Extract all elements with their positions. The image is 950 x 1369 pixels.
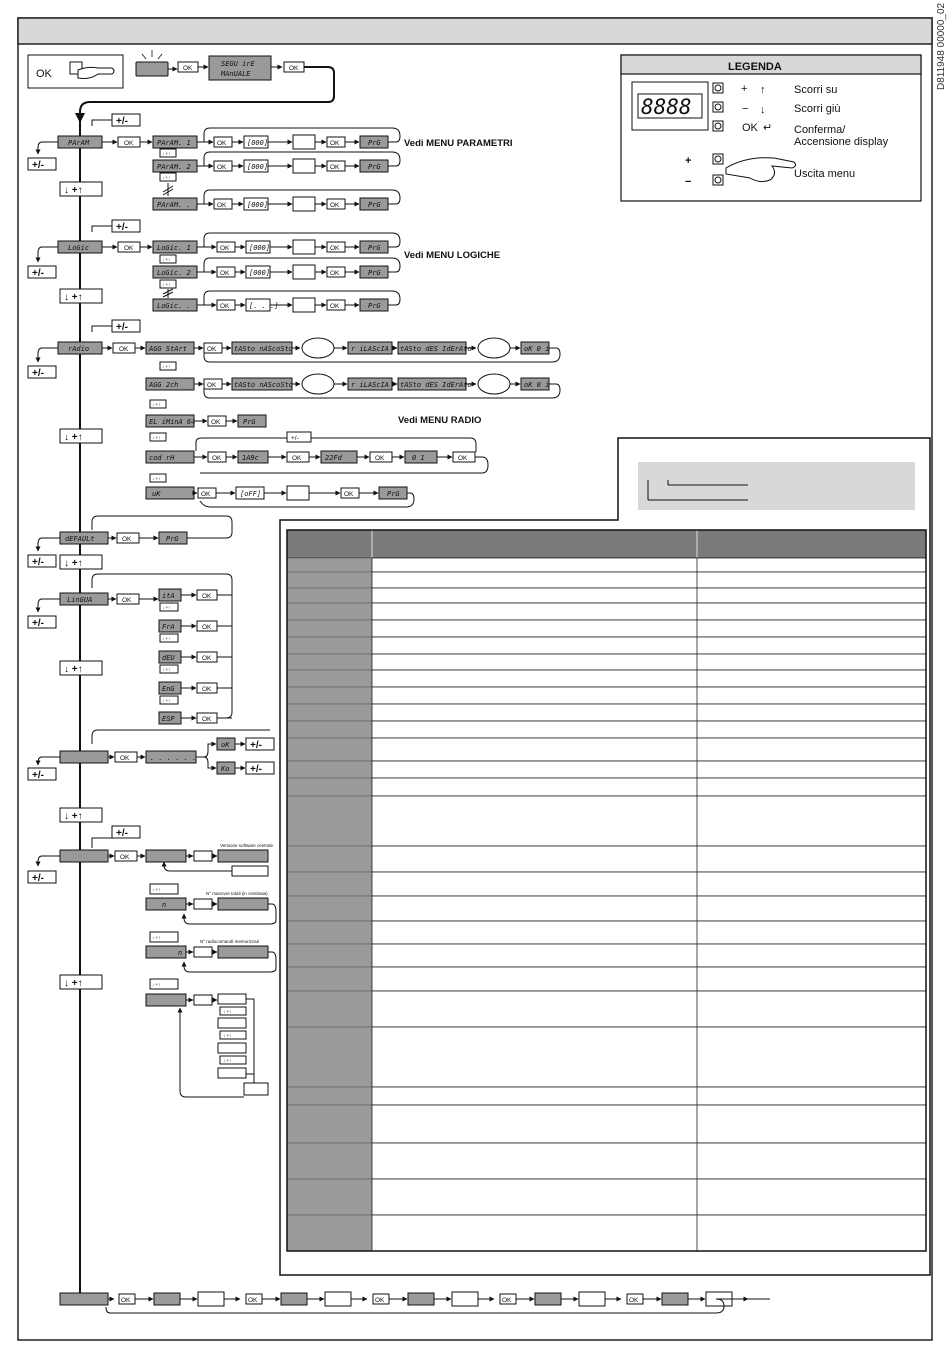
svg-text:PrG: PrG [243,418,256,426]
menu-param-name: PArAM [68,139,90,147]
svg-text:↓ +↑: ↓ +↑ [223,1009,232,1014]
svg-text:OK: OK [211,419,221,426]
svg-text:Versione software centrale: Versione software centrale [220,843,274,848]
svg-text:OK: OK [629,1297,639,1304]
table-row [287,738,926,761]
legend-display-digits: 8888 [641,95,692,119]
svg-text:OK: OK [330,202,340,209]
table-row [287,778,926,796]
table-row [287,687,926,704]
svg-text:↓ +↑: ↓ +↑ [223,1033,232,1038]
table-row [287,846,926,872]
svg-text:OK: OK [212,455,222,462]
arrow-up-icon: ↑ [760,84,766,96]
table-row [287,872,926,896]
table-row [287,637,926,654]
svg-text:↓ +↑: ↓ +↑ [223,1058,232,1063]
menu-auto-box[interactable] [60,751,108,763]
table-row [287,967,926,991]
svg-text:LoGic. 2: LoGic. 2 [157,269,191,277]
table-row [287,921,926,944]
svg-text:OK: OK [201,491,211,498]
blink-icon [142,50,162,59]
svg-text:LoGic: LoGic [68,244,90,252]
table-row [287,620,926,637]
svg-text:+/-: +/- [250,740,262,751]
svg-text:OK: OK [207,346,217,353]
svg-text:OK: OK [375,455,385,462]
svg-text:OK: OK [330,140,340,147]
table-row [287,704,926,721]
svg-text:n: n [162,901,167,909]
table-row [287,944,926,967]
enter-icon: ↵ [763,122,773,134]
lingua-label: ESP [162,715,175,723]
svg-text:1A9c: 1A9c [242,454,259,462]
svg-text:OK: OK [742,122,758,134]
svg-text:[000]: [000] [247,163,269,171]
svg-text:↓ +↑: ↓ +↑ [64,811,83,822]
menu-default [28,516,232,569]
svg-text:AGG StArt: AGG StArt [149,345,187,353]
svg-text:+/-: +/- [32,618,44,629]
svg-text:PrG: PrG [368,302,381,310]
menu-stats [28,826,276,1097]
svg-text:+: + [685,155,692,167]
menu-auto [28,730,274,822]
svg-text:OK: OK [330,270,340,277]
legend [621,55,921,201]
svg-text:+/-: +/- [32,873,44,884]
svg-text:OK: OK [124,245,134,252]
lingua-item-deu[interactable] [159,651,232,673]
lingua-list [159,589,232,724]
lingua-label: EnG [162,685,175,693]
menu-stats-box[interactable] [60,850,108,862]
svg-text:. . . . . .: . . . . . . [150,754,197,762]
svg-text:↓ +↑: ↓ +↑ [162,175,171,180]
svg-text:oK 0 i: oK 0 i [524,381,550,389]
svg-text:OK: OK [217,164,227,171]
start-row [28,50,334,122]
svg-text:↓ +↑: ↓ +↑ [64,432,83,443]
svg-text:22Fd: 22Fd [325,454,342,462]
svg-text:SEGU irE: SEGU irE [221,60,255,68]
svg-text:+/-: +/- [32,368,44,379]
svg-text:↓ +↑: ↓ +↑ [152,935,161,940]
svg-text:[000]: [000] [249,269,271,277]
table-row [287,761,926,778]
svg-text:LoGic. 1: LoGic. 1 [157,244,191,252]
svg-text:OK: OK [207,382,217,389]
legend-up: Scorri su [794,84,838,96]
svg-text:Ko: Ko [221,765,230,773]
table-row [287,1215,926,1251]
svg-text:rAdio: rAdio [68,345,90,353]
lingua-label: itA [162,592,175,600]
svg-text:[oFF]: [oFF] [240,490,262,498]
svg-text:tASto nAScoSto: tASto nAScoSto [234,345,294,353]
svg-text:OK: OK [122,536,132,543]
svg-text:↓ +↑: ↓ +↑ [64,292,83,303]
table-row [287,588,926,603]
remote-icon [478,338,510,358]
svg-text:PrG: PrG [387,490,400,498]
svg-text:OK: OK [122,597,132,604]
svg-text:+: + [741,83,748,95]
svg-text:OK: OK [220,245,230,252]
svg-text:PArAM. . .: PArAM. . . [157,201,200,209]
svg-text:↓ +↑: ↓ +↑ [162,636,171,641]
display-blink [136,62,168,76]
svg-text:oK 0 i: oK 0 i [524,345,550,353]
svg-text:OK: OK [458,455,468,462]
lingua-label: FrA [162,623,175,631]
param-item-nav [160,149,176,196]
table-row [287,1087,926,1105]
svg-text:tASto nAScoSto: tASto nAScoSto [234,381,294,389]
param-caption: Vedi MENU PARAMETRI [404,138,513,149]
arrow-down-icon: ↓ [760,104,766,116]
menu-param-nav: ↓ +↑ [64,185,83,196]
bottom-row [60,1292,770,1313]
svg-text:OK: OK [248,1297,258,1304]
svg-text:PrG: PrG [166,535,179,543]
svg-text:OK: OK [375,1297,385,1304]
svg-text:N° manovre totali (in centinai: N° manovre totali (in centinaia) [206,891,268,896]
svg-text:↓ +↑: ↓ +↑ [152,402,161,407]
svg-text:OK: OK [202,655,212,662]
svg-text:↓ +↑: ↓ +↑ [152,982,161,987]
table-row [287,1143,926,1179]
svg-text:OK: OK [202,686,212,693]
svg-text:↓ +↑: ↓ +↑ [162,364,171,369]
svg-text:OK: OK [217,140,227,147]
svg-text:+/-: +/- [116,828,128,839]
svg-text:OK: OK [292,455,302,462]
svg-text:↓ +↑: ↓ +↑ [64,664,83,675]
svg-text:OK: OK [120,854,130,861]
svg-text:+/-: +/- [291,435,299,442]
svg-text:↓ +↑: ↓ +↑ [152,435,161,440]
start-ok-label: OK [36,68,52,80]
svg-text:uK: uK [152,490,161,498]
legend-title: LEGENDA [728,61,782,73]
svg-text:↓ +↑: ↓ +↑ [64,558,83,569]
svg-text:N° radiocomandi memorizzati: N° radiocomandi memorizzati [200,939,259,944]
svg-text:PrG: PrG [368,139,381,147]
remote-hand-icon [302,338,334,358]
svg-text:n: n [178,949,183,957]
header-bar [18,18,932,44]
svg-text:OK: OK [330,164,340,171]
menu-radio [28,320,560,507]
svg-text:oK: oK [221,741,230,749]
table-row [287,558,926,572]
svg-text:+/-: +/- [116,222,128,233]
svg-text:OK: OK [502,1297,512,1304]
svg-text:OK: OK [220,270,230,277]
svg-text:OK: OK [202,624,212,631]
svg-text:[000]: [000] [247,201,269,209]
svg-text:OK: OK [121,1297,131,1304]
svg-text:+/-: +/- [32,770,44,781]
svg-text:↓ +↑: ↓ +↑ [162,605,171,610]
logic-caption: Vedi MENU LOGICHE [404,250,501,261]
table-row [287,1027,926,1087]
lingua-item-eng[interactable] [159,682,232,704]
legend-exit: Uscita menu [794,168,856,180]
svg-text:OK: OK [344,491,354,498]
svg-text:PArAM. 1: PArAM. 1 [157,139,191,147]
svg-text:−: − [742,103,749,115]
svg-text:r iLAScIA: r iLAScIA [351,345,389,353]
svg-text:[000]: [000] [247,139,269,147]
svg-text:OK: OK [119,346,129,353]
svg-text:↓ +↑: ↓ +↑ [162,151,171,156]
doc-code: D811948 00000_02 [936,2,947,90]
svg-text:PArAM. 2: PArAM. 2 [157,163,191,171]
svg-text:↓ +↑: ↓ +↑ [162,282,171,287]
table-row [287,1105,926,1143]
table-row [287,1179,926,1215]
svg-text:OK: OK [330,245,340,252]
svg-text:AGG 2ch: AGG 2ch [149,381,179,389]
svg-text:+/-: +/- [116,116,128,127]
svg-text:OK: OK [202,716,212,723]
param-item-n[interactable] [153,198,199,210]
svg-text:OK: OK [120,755,130,762]
svg-text:+/-: +/- [32,268,44,279]
svg-text:OK: OK [289,65,299,72]
param-item-1[interactable] [153,136,197,148]
svg-text:+/-: +/- [116,322,128,333]
svg-text:OK: OK [183,65,193,72]
svg-text:PrG: PrG [368,269,381,277]
table-row [287,796,926,846]
svg-text:MAnUALE: MAnUALE [221,70,251,78]
legend-confirm-2: Accensione display [794,136,889,148]
svg-text:PrG: PrG [368,244,381,252]
menu-logic [28,220,500,312]
legend-down: Scorri giù [794,103,841,115]
svg-text:OK: OK [124,140,134,147]
legend-confirm-1: Conferma/ [794,124,846,136]
table-row [287,896,926,921]
svg-text:[000]: [000] [249,244,271,252]
svg-text:OK: OK [330,303,340,310]
svg-text:[. . .]: [. . .] [249,302,279,310]
svg-text:OK: OK [202,593,212,600]
lingua-item-fra[interactable] [159,620,232,642]
table-row [287,603,926,620]
data-table [287,530,926,1251]
table-row [287,654,926,670]
menu-param [28,114,513,211]
svg-text:r iLAScIA: r iLAScIA [351,381,389,389]
svg-text:0 1: 0 1 [412,454,425,462]
svg-text:+/-: +/- [32,557,44,568]
svg-text:tASto dES IdErAto: tASto dES IdErAto [400,381,472,389]
lingua-item-ita[interactable] [159,589,232,611]
svg-text:↓ +↑: ↓ +↑ [64,978,83,989]
svg-text:↓ +↑: ↓ +↑ [162,667,171,672]
svg-text:OK: OK [220,303,230,310]
svg-text:+/-: +/- [32,160,44,171]
svg-text:LoGic. . .: LoGic. . . [157,302,200,310]
param-item-2[interactable] [153,160,197,172]
table-row [287,991,926,1027]
svg-text:EL iMinA 64: EL iMinA 64 [149,418,196,426]
table-row [287,670,926,687]
svg-text:cod rH: cod rH [149,454,175,462]
svg-text:+/-: +/- [250,764,262,775]
svg-text:tASto dES IdErAto: tASto dES IdErAto [400,345,472,353]
radio-caption: Vedi MENU RADIO [398,415,482,426]
svg-text:↓ +↑: ↓ +↑ [152,887,161,892]
svg-text:OK: OK [217,202,227,209]
lingua-item-esp[interactable] [159,712,232,724]
svg-text:↓ +↑: ↓ +↑ [162,257,171,262]
svg-text:PrG: PrG [368,163,381,171]
svg-text:↓ +↑: ↓ +↑ [162,698,171,703]
svg-text:LinGUA: LinGUA [67,596,93,604]
table-row [287,721,926,738]
svg-text:PrG: PrG [368,201,381,209]
svg-text:−: − [685,176,692,188]
svg-text:dEFAULt: dEFAULt [65,535,95,543]
table-row [287,572,926,588]
svg-text:↓ +↑: ↓ +↑ [152,476,161,481]
lingua-label: dEU [162,654,175,662]
